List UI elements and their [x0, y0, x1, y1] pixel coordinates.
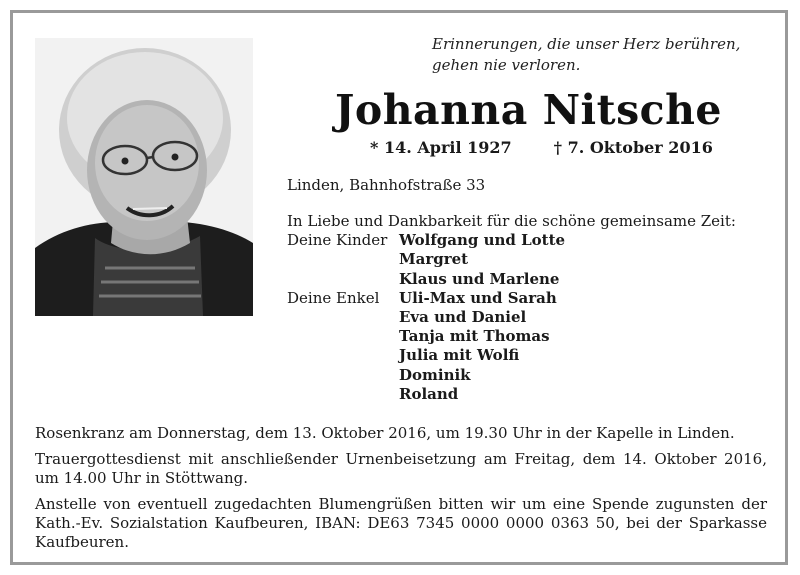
mourner-name: Wolfgang und Lotte: [399, 231, 566, 250]
mourner-group-children: [287, 231, 736, 289]
mourner-name: Julia mit Wolfi: [399, 346, 520, 365]
mourners-intro: In Liebe und Dankbarkeit für die schöne gemeinsame Zeit:: [287, 212, 736, 230]
portrait-photo: [35, 38, 253, 316]
mourner-group-label: Deine Kinder: [287, 231, 388, 250]
mourner-name: Roland: [399, 384, 459, 403]
mourner-name: Margret: [399, 250, 469, 269]
mourner-group-label: Deine Enkel: [287, 288, 380, 307]
mourner-group-grandchildren: [287, 289, 736, 404]
motto-quote: [432, 34, 740, 76]
motto-line-1: Erinnerungen, die unser Herz berühren,: [432, 35, 741, 53]
life-dates: [370, 138, 713, 157]
mourner-names: [399, 289, 557, 404]
mourner-name: Dominik: [399, 365, 471, 384]
service-notes: [35, 424, 767, 559]
funeral-service-note: Trauergottesdienst mit anschließender Urnenbeisetzung am Freitag, dem 14. Oktober 2016, um 14.00 Uhr in Stöttwang.: [35, 450, 767, 487]
residence-address: Linden, Bahnhofstraße 33: [287, 176, 486, 194]
mourner-names: [399, 231, 565, 289]
birth-date: * 14. April 1927: [370, 138, 512, 157]
death-date: † 7. Oktober 2016: [553, 138, 713, 157]
motto-line-2: gehen nie verloren.: [432, 56, 581, 74]
mourner-name: Klaus und Marlene: [399, 269, 560, 288]
mourner-name: Tanja mit Thomas: [399, 327, 550, 346]
donation-note: Anstelle von eventuell zugedachten Blumengrüßen bitten wir um eine Spende zugunsten der Kath.-Ev. Sozialstation Kaufbeuren, IBAN: DE63 7345 0000 0000 0363 50, bei der Sparkasse Kaufbeuren.: [35, 495, 767, 551]
mourner-name: Eva und Daniel: [399, 308, 527, 327]
mourners-block: [287, 212, 736, 404]
rosary-note: Rosenkranz am Donnerstag, dem 13. Oktober 2016, um 19.30 Uhr in der Kapelle in Linden.: [35, 424, 735, 442]
deceased-name: Johanna Nitsche: [335, 86, 723, 134]
mourner-name: Uli-Max und Sarah: [399, 288, 557, 307]
